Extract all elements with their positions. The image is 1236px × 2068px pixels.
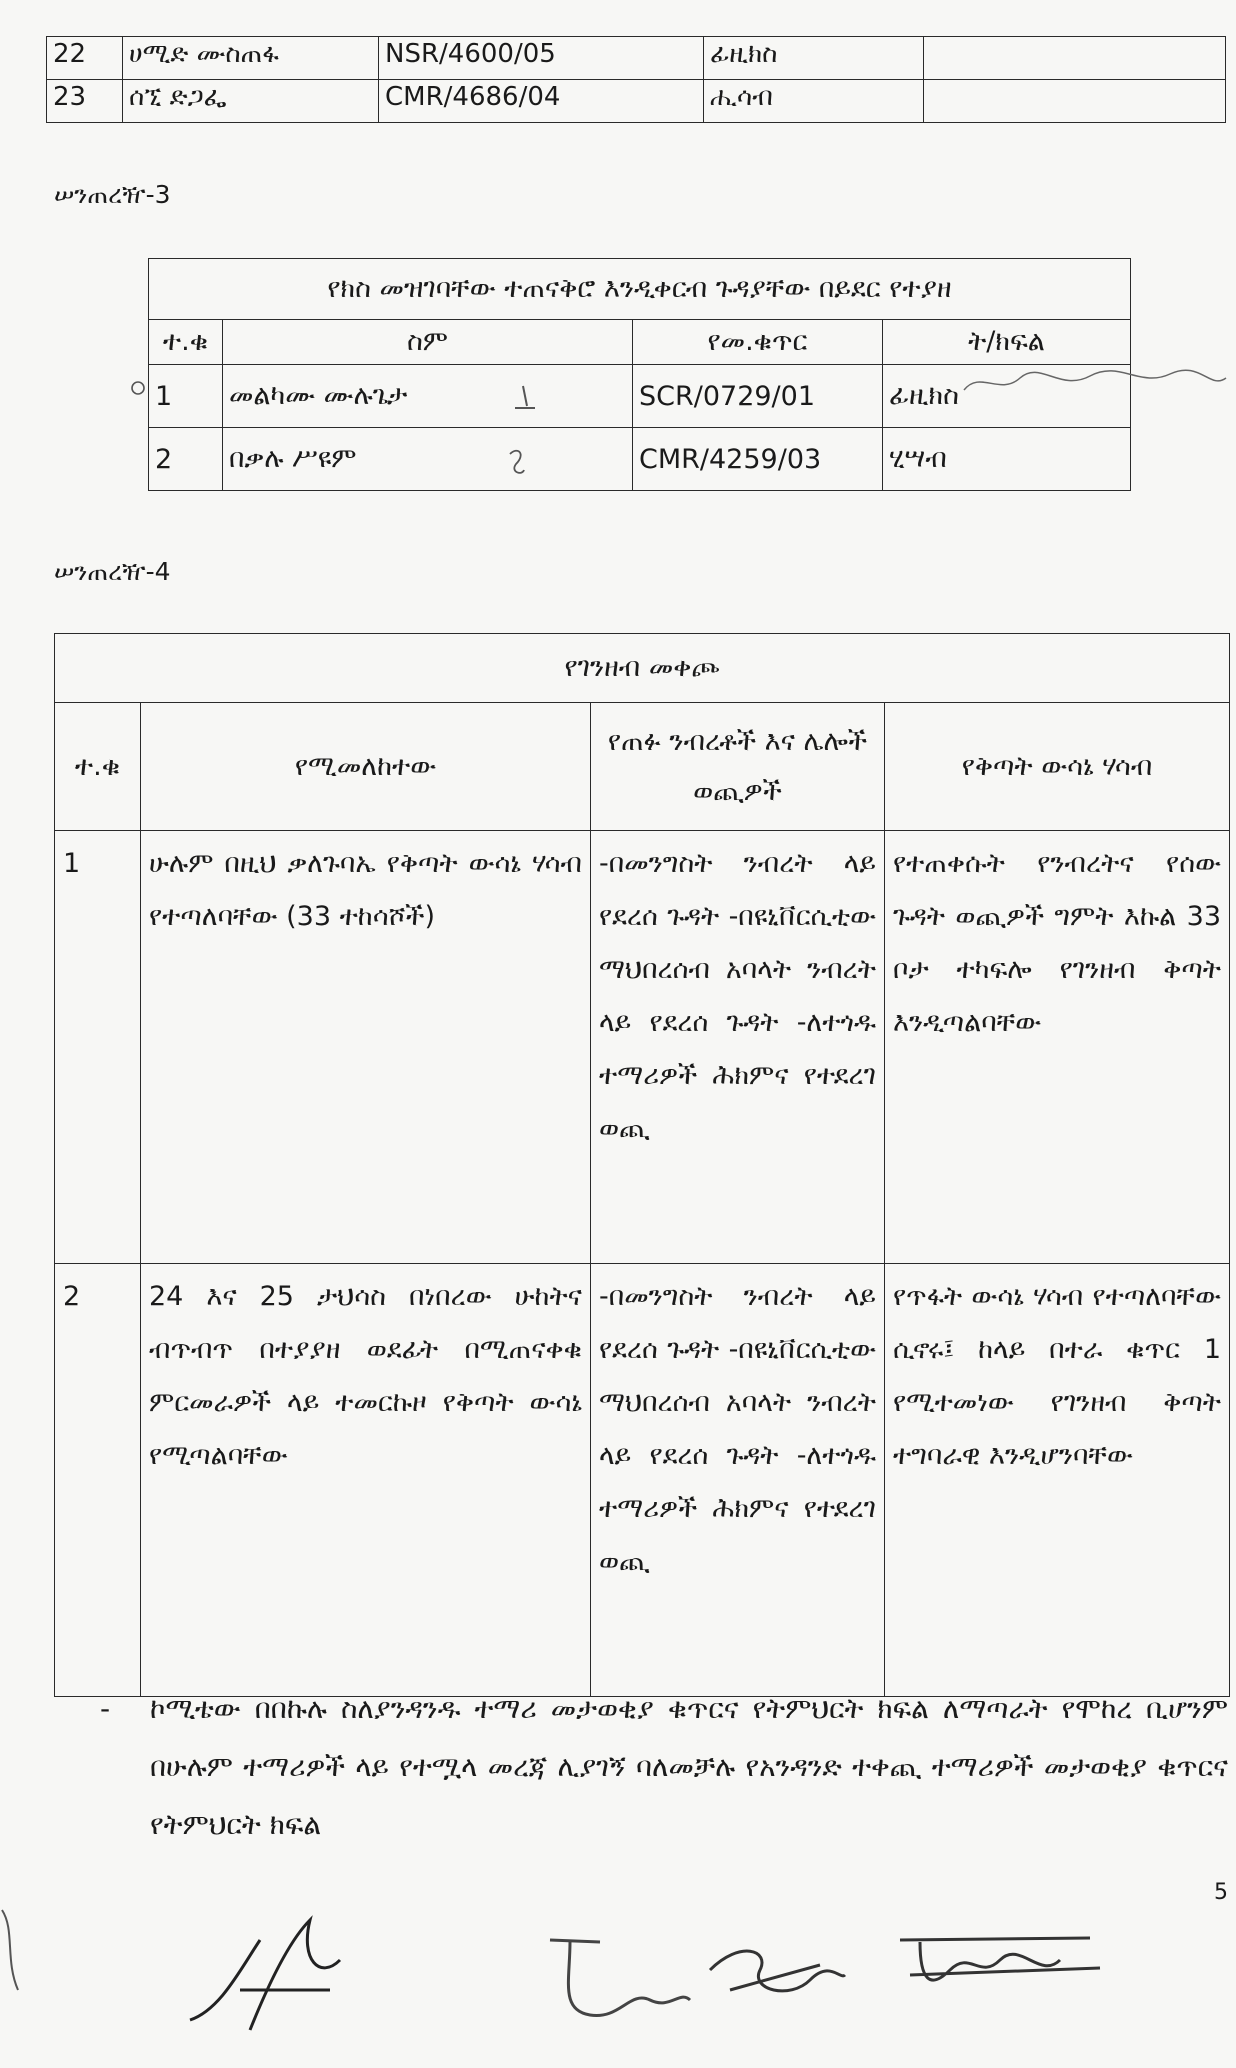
extra-cell bbox=[924, 37, 1226, 80]
signature-2 bbox=[540, 1930, 700, 2030]
header-name: ስም bbox=[223, 320, 633, 365]
header-id: የመ.ቁጥር bbox=[633, 320, 883, 365]
table-row bbox=[149, 428, 1131, 491]
student-id: CMR/4686/04 bbox=[379, 80, 704, 123]
table-header-row bbox=[149, 320, 1131, 365]
bullet-dash: - bbox=[100, 1692, 111, 1725]
losses-cell: -በመንግስት ንብረት ላይ የደረሰ ጉዳት -በዩኒቨርሲቲው ማህበረሰብ አባላት ንብረት ላይ የደረሰ ጉዳት -ለተጎዱ ተማሪዎች ሕክምና የተደረገ ወጪ bbox=[591, 1264, 885, 1697]
table-row bbox=[55, 831, 1230, 1264]
losses-cell: -በመንግስት ንብረት ላይ የደረሰ ጉዳት -በዩኒቨርሲቲው ማህበረሰብ አባላት ንብረት ላይ የደረሰ ጉዳት -ለተጎዱ ተማሪዎች ሕክምና የተደረገ ወጪ bbox=[591, 831, 885, 1264]
header-decision: የቅጣት ውሳኔ ሃሳብ bbox=[885, 703, 1230, 831]
row-number: 1 bbox=[55, 831, 141, 1264]
header-number: ተ.ቁ bbox=[55, 703, 141, 831]
student-name: ሀሚድ ሙስጠፋ bbox=[123, 37, 379, 80]
student-id: SCR/0729/01 bbox=[633, 365, 883, 428]
header-number: ተ.ቁ bbox=[149, 320, 223, 365]
annex-3-title: የክስ መዝገባቸው ተጠናቅሮ እንዲቀርብ ጉዳያቸው በይደር የተያዘ bbox=[149, 259, 1131, 320]
paragraph-text: ኮሚቴው በበኩሉ ስለያንዳንዱ ተማሪ መታወቂያ ቁጥርና የትምህርት ክፍል ለማጣራት የሞከረ ቢሆንም በሁሉም ተማሪዎች ላይ የተሟላ መረጃ ሊያገኝ ባለመቻሉ የአንዳንድ ተቀጪ ተማሪዎች መታወቂያ ቁጥርና የትምህርት ክፍል bbox=[150, 1692, 1228, 1841]
decision-cell: የተጠቀሱት የንብረትና የሰው ጉዳት ወጪዎች ግምት እኩል 33 ቦታ ተካፍሎ የገንዘብ ቅጣት እንዲጣልባቸው bbox=[885, 831, 1230, 1264]
table-row bbox=[47, 80, 1226, 123]
bullet-paragraph bbox=[100, 1680, 1228, 1854]
student-name: በቃሉ ሥዩም bbox=[223, 428, 633, 491]
header-concerned: የሚመለከተው bbox=[141, 703, 591, 831]
annex-4-table bbox=[54, 633, 1230, 1697]
table-title-row bbox=[149, 259, 1131, 320]
annex-4-title: የገንዘብ መቀጮ bbox=[55, 634, 1230, 703]
extra-cell bbox=[924, 80, 1226, 123]
table-header-row bbox=[55, 703, 1230, 831]
student-list-table-continued bbox=[46, 36, 1226, 123]
header-department: ት/ክፍል bbox=[883, 320, 1131, 365]
signature-1 bbox=[180, 1900, 380, 2050]
signature-4 bbox=[890, 1920, 1110, 2010]
page-number: 5 bbox=[1214, 1880, 1228, 1905]
handwritten-scribble bbox=[960, 362, 1230, 402]
student-name: መልካሙ ሙሉጌታ bbox=[223, 365, 633, 428]
table-row bbox=[55, 1264, 1230, 1697]
table-title-row bbox=[55, 634, 1230, 703]
student-id: NSR/4600/05 bbox=[379, 37, 704, 80]
row-number: 23 bbox=[47, 80, 123, 123]
department: ሂሣብ bbox=[883, 428, 1131, 491]
edge-mark bbox=[0, 1900, 30, 2000]
handwritten-mark bbox=[124, 376, 154, 400]
handwritten-mark bbox=[502, 444, 532, 480]
table-row bbox=[47, 37, 1226, 80]
row-number: 1 bbox=[149, 365, 223, 428]
annex-3-label: ሠንጠረዥ-3 bbox=[54, 180, 171, 209]
row-number: 2 bbox=[149, 428, 223, 491]
student-id: CMR/4259/03 bbox=[633, 428, 883, 491]
concerned-cell: ሁሉም በዚህ ቃለጉባኤ የቅጣት ውሳኔ ሃሳብ የተጣለባቸው (33 ተከሳሾች) bbox=[141, 831, 591, 1264]
decision-cell: የጥፋት ውሳኔ ሃሳብ የተጣለባቸው ሲኖሩ፤ ከላይ በተራ ቁጥር 1 የሚተመነው የገንዘብ ቅጣት ተግባራዊ እንዲሆንባቸው bbox=[885, 1264, 1230, 1697]
row-number: 22 bbox=[47, 37, 123, 80]
signature-3 bbox=[700, 1930, 850, 2020]
header-losses: የጠፉ ንብረቶች እና ሌሎች ወጪዎች bbox=[591, 703, 885, 831]
row-number: 2 bbox=[55, 1264, 141, 1697]
concerned-cell: 24 እና 25 ታህሳስ በነበረው ሁከትና ብጥብጥ በተያያዘ ወደፊት በሚጠናቀቁ ምርመራዎች ላይ ተመርኩዞ የቅጣት ውሳኔ የሚጣልባቸው bbox=[141, 1264, 591, 1697]
student-name: ሰኚ ድጋፌ bbox=[123, 80, 379, 123]
department: ፊዚክስ bbox=[704, 37, 924, 80]
handwritten-mark bbox=[505, 378, 545, 418]
annex-4-label: ሠንጠረዥ-4 bbox=[54, 557, 171, 586]
department: ሒሳብ bbox=[704, 80, 924, 123]
department: ፊዚክስ bbox=[883, 365, 1131, 428]
